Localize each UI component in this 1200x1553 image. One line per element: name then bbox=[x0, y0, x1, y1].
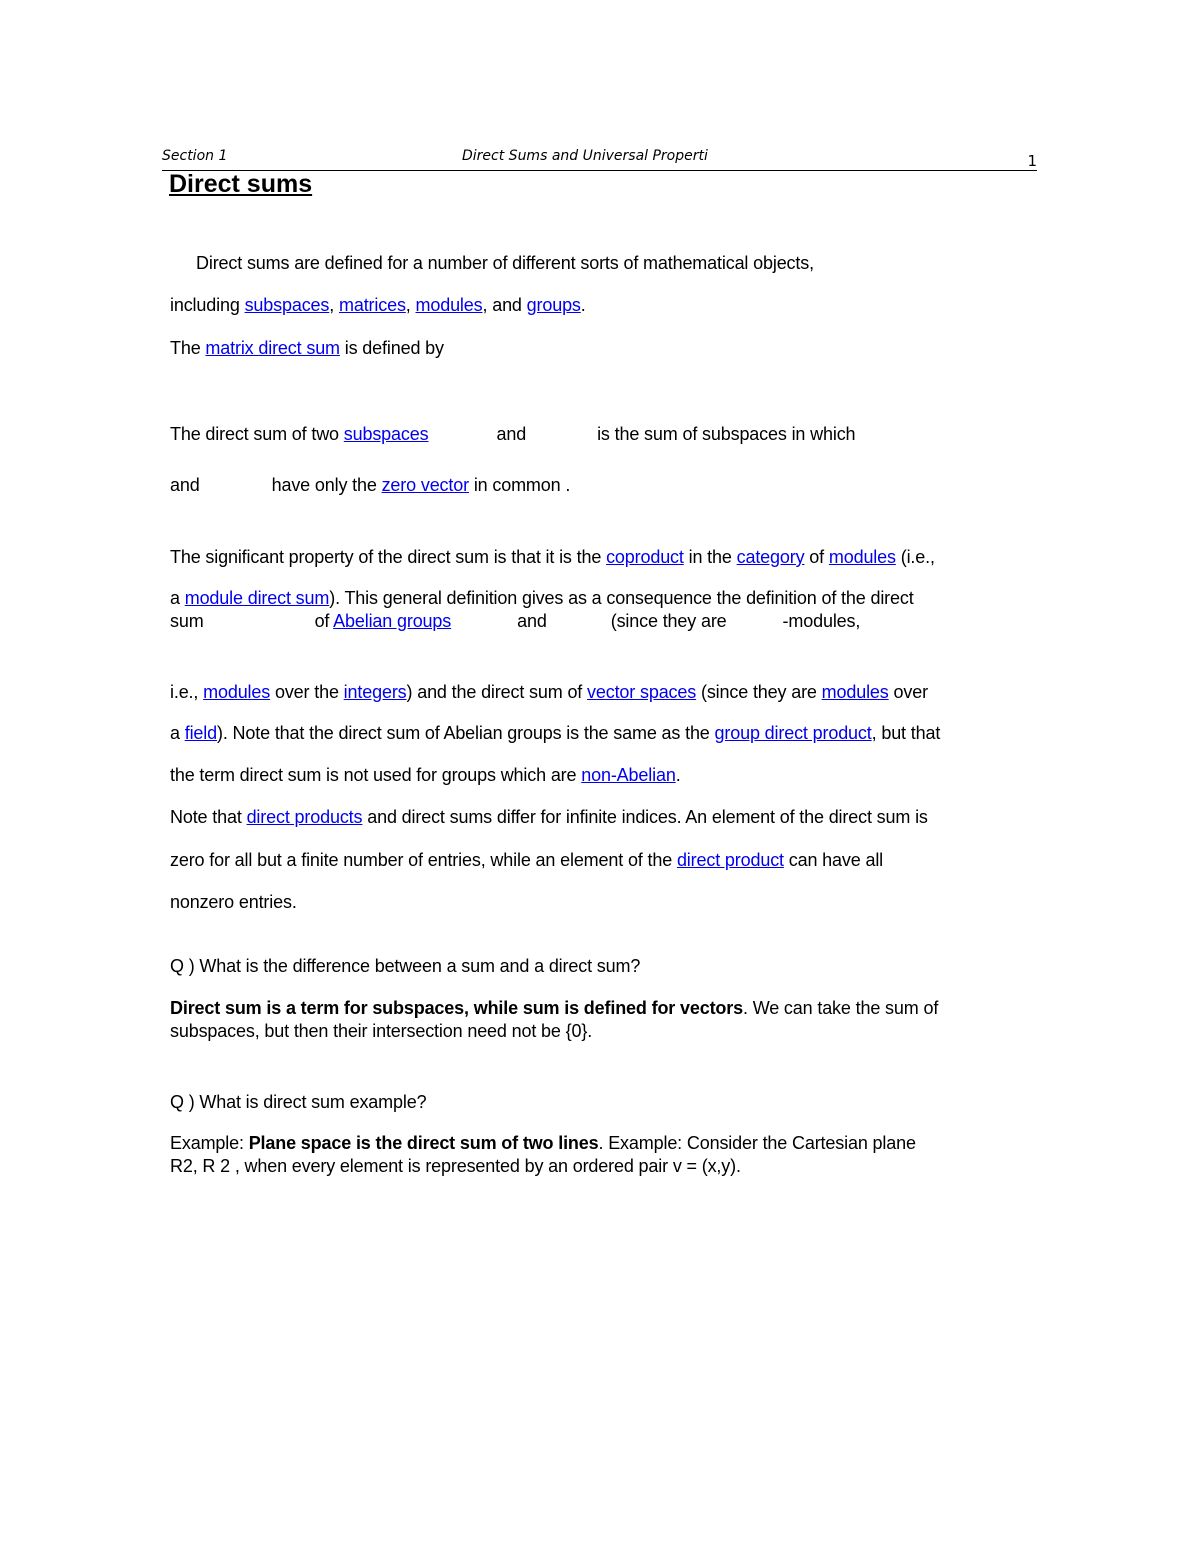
q1-answer-line2: subspaces, but then their intersection need not be {0}. bbox=[170, 1021, 593, 1041]
header-section: Section 1 bbox=[162, 148, 228, 164]
link-matrix-direct-sum[interactable]: matrix direct sum bbox=[205, 338, 340, 358]
link-direct-product[interactable]: direct product bbox=[676, 850, 784, 870]
page-number: 1 bbox=[1027, 152, 1037, 170]
link-group-direct-product[interactable]: group direct product bbox=[714, 723, 872, 743]
p4-line4: i.e., modules over the integers) and the direct sum of vector spaces (since they are modules over bbox=[170, 682, 928, 702]
p3-line2: and have only the zero vector in common . bbox=[170, 475, 571, 495]
p4-line2: a module direct sum). This general definition gives as a consequence the definition of the direct bbox=[170, 588, 914, 608]
page-header bbox=[162, 148, 1037, 171]
p5-line1: Note that direct products and direct sums differ for infinite indices. An element of the direct sum is bbox=[170, 807, 928, 827]
link-module-direct-sum[interactable]: module direct sum bbox=[184, 588, 330, 608]
p4-line6: the term direct sum is not used for groups which are non-Abelian. bbox=[170, 765, 681, 785]
p5-line3: nonzero entries. bbox=[170, 892, 297, 912]
q1-answer-bold: Direct sum is a term for subspaces, while sum is defined for vectors bbox=[170, 998, 743, 1018]
link-vector-spaces[interactable]: vector spaces bbox=[587, 682, 697, 702]
link-subspaces[interactable]: subspaces bbox=[244, 295, 330, 315]
link-field[interactable]: field bbox=[184, 723, 217, 743]
p5-line2: zero for all but a finite number of entries, while an element of the direct product can have all bbox=[170, 850, 884, 870]
q2-answer-line1: Example: Plane space is the direct sum of two lines. Example: Consider the Cartesian plane bbox=[170, 1133, 916, 1153]
p1-line1: Direct sums are defined for a number of different sorts of mathematical objects, bbox=[196, 253, 814, 273]
p4-line5: a field). Note that the direct sum of Abelian groups is the same as the group direct product, but that bbox=[170, 723, 941, 743]
p4-line3: sum of Abelian groups and (since they are -modules, bbox=[170, 611, 861, 631]
p4-line1: The significant property of the direct sum is that it is the coproduct in the category of modules (i.e., bbox=[170, 547, 935, 567]
q1-question: Q ) What is the difference between a sum and a direct sum? bbox=[170, 956, 641, 976]
link-non-abelian[interactable]: non-Abelian bbox=[581, 765, 676, 785]
link-modules-3[interactable]: modules bbox=[203, 682, 271, 702]
link-zero-vector[interactable]: zero vector bbox=[381, 475, 469, 495]
link-category[interactable]: category bbox=[736, 547, 805, 567]
link-integers[interactable]: integers bbox=[343, 682, 407, 702]
p2-line: The matrix direct sum is defined by bbox=[170, 338, 444, 358]
q2-answer-line2: R2, R 2 , when every element is represented by an ordered pair v = (x,y). bbox=[170, 1156, 741, 1176]
q2-question: Q ) What is direct sum example? bbox=[170, 1092, 427, 1112]
link-groups[interactable]: groups bbox=[526, 295, 581, 315]
link-modules[interactable]: modules bbox=[415, 295, 483, 315]
p1-line2: including subspaces, matrices, modules, and groups. bbox=[170, 295, 586, 315]
link-abelian-groups[interactable]: Abelian groups bbox=[333, 611, 452, 631]
link-coproduct[interactable]: coproduct bbox=[606, 547, 684, 567]
q1-answer-line1: Direct sum is a term for subspaces, while sum is defined for vectors. We can take the sum of bbox=[170, 998, 939, 1018]
header-title: Direct Sums and Universal Properti bbox=[462, 148, 708, 164]
link-modules-2[interactable]: modules bbox=[828, 547, 896, 567]
p3-line1: The direct sum of two subspaces and is the sum of subspaces in which bbox=[170, 424, 856, 444]
link-matrices[interactable]: matrices bbox=[338, 295, 406, 315]
link-modules-4[interactable]: modules bbox=[821, 682, 889, 702]
link-direct-products[interactable]: direct products bbox=[246, 807, 363, 827]
q2-answer-bold: Plane space is the direct sum of two lines bbox=[248, 1133, 599, 1153]
page-title: Direct sums bbox=[169, 170, 313, 198]
link-subspaces-2[interactable]: subspaces bbox=[343, 424, 429, 444]
